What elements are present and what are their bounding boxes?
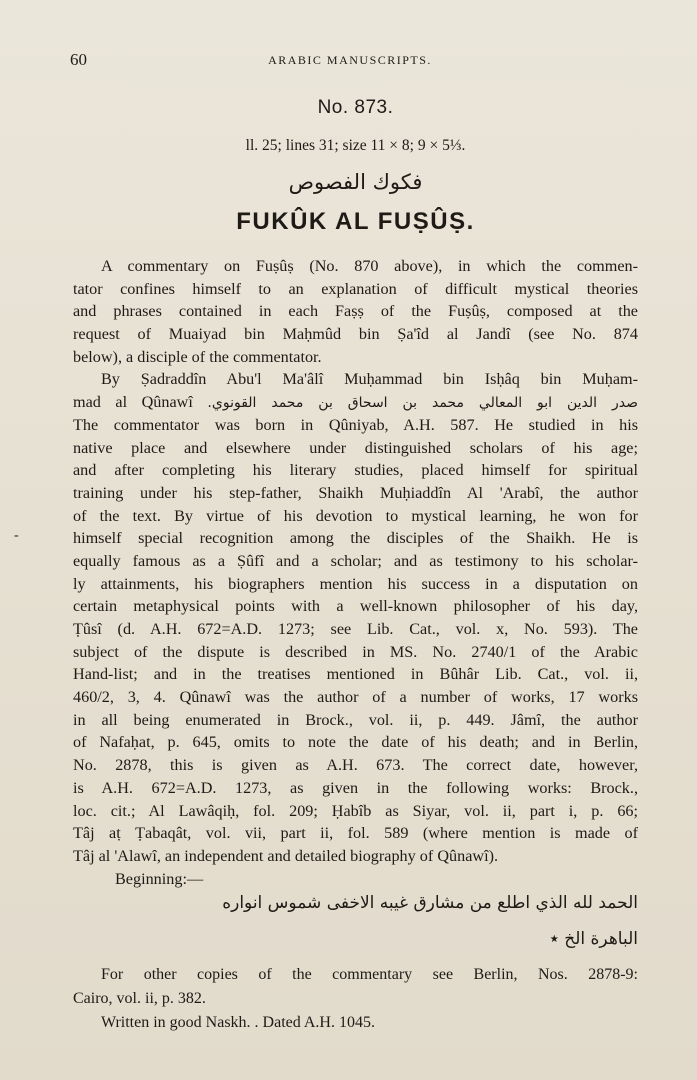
body-line: in all being enumerated in Brock., vol. ii, p. 449. Jâmî, the author — [73, 710, 638, 729]
running-head — [70, 50, 630, 72]
manuscript-number: No. 873. — [317, 97, 394, 118]
body-line: Tâj al 'Alawî, an independent and detailed biography of Qûnawî). — [73, 846, 499, 865]
body-line: Tâj aṭ Ṭabaqât, vol. vii, part ii, fol. 589 (where mention is made of — [73, 824, 638, 843]
body-line: ly attainments, his biographers mention his success in a disputation on — [73, 574, 638, 593]
colophon-line: Cairo, vol. ii, p. 382. — [73, 990, 206, 1007]
body-text: mad al Qûnawî — [73, 393, 193, 412]
entry-title: FUKÛK AL FUṢÛṢ. — [236, 208, 475, 235]
body-line: native place and elsewhere under distinguished scholars of his age; — [73, 438, 638, 457]
body-line: of Nafaḥat, p. 645, omits to note the date of his death; and in Berlin, — [73, 733, 638, 752]
body-line: tator confines himself to an explanation of difficult mystical theories — [73, 279, 638, 298]
body-line-with-arabic — [73, 391, 638, 414]
body-line: 460/2, 3, 4. Qûnawî was the author of a number of works, 17 works — [73, 688, 638, 707]
body-line: The commentator was born in Qûniyab, A.H. 587. He studied in his — [73, 415, 638, 434]
body-line: himself special recognition among the disciples of the Shaikh. He is — [73, 529, 638, 548]
margin-mark: - — [14, 528, 19, 543]
body-line: and phrases contained in each Faṣṣ of the Fuṣûṣ, composed at the — [73, 302, 638, 321]
colophon — [73, 963, 638, 1035]
body-line: subject of the dispute is described in MS. No. 2740/1 of the Arabic — [73, 642, 638, 661]
body-line: equally famous as a Ṣûfî and a scholar; and as testimony to his scholar- — [73, 551, 638, 570]
body-line: of the text. By virtue of his devotion to mystical learning, he won for — [73, 506, 638, 525]
body-line: request of Muaiyad bin Maḥmûd bin Ṣa'îd al Jandî (see No. 874 — [73, 325, 638, 344]
body-line: By Ṣadraddîn Abu'l Ma'âlî Muḥammad bin Isḥâq bin Muḥam- — [101, 370, 638, 389]
body-line: training under his step-father, Shaikh Muḥiaddîn Al 'Arabî, the author — [73, 483, 638, 502]
body-line: Hand-list; and in the treatises mentioned in Bûhâr Lib. Cat., vol. ii, — [73, 665, 638, 684]
colophon-line: Written in good Naskh. . Dated A.H. 1045. — [101, 1014, 375, 1031]
arabic-incipit-line: الحمد لله الذي اطلع من مشارق غيبه الاخفى شموس انواره — [222, 893, 638, 913]
arabic-name: صدر الدين ابو المعالي محمد بن اسحاق بن محمد القونوي. — [207, 395, 638, 412]
arabic-title: فكوك الفصوص — [288, 170, 423, 194]
body-line: is A.H. 672=A.D. 1273, as given in the following works: Brock., — [73, 778, 638, 797]
body-line: Ṭûsî (d. A.H. 672=A.D. 1273; see Lib. Cat., vol. x, No. 593). The — [73, 620, 638, 638]
colophon-line: For other copies of the commentary see Berlin, Nos. 2878-9: — [101, 966, 638, 983]
body-line: No. 2878, this is given as A.H. 673. The correct date, however, — [73, 756, 638, 775]
beginning-heading: Beginning:— — [115, 869, 204, 888]
entry-body — [73, 255, 638, 890]
body-line: and after completing his literary studies, placed himself for spiritual — [73, 461, 638, 480]
body-line: loc. cit.; Al Lawâqiḥ, fol. 209; Ḥabîb as Siyar, vol. ii, part i, p. 66; — [73, 801, 638, 820]
body-line: certain metaphysical points with a well-known philosopher of his day, — [73, 597, 638, 616]
arabic-incipit-line: الباهرة الخ ٭ — [549, 929, 638, 949]
body-line: below), a disciple of the commentator. — [73, 347, 322, 366]
running-title: ARABIC MANUSCRIPTS. — [268, 53, 432, 67]
beginning-arabic — [73, 885, 638, 957]
manuscript-meta: ll. 25; lines 31; size 11 × 8; 9 × 5⅓. — [245, 137, 466, 154]
body-line: A commentary on Fuṣûṣ (No. 870 above), in which the commen- — [101, 257, 638, 275]
page-number: 60 — [70, 50, 87, 69]
